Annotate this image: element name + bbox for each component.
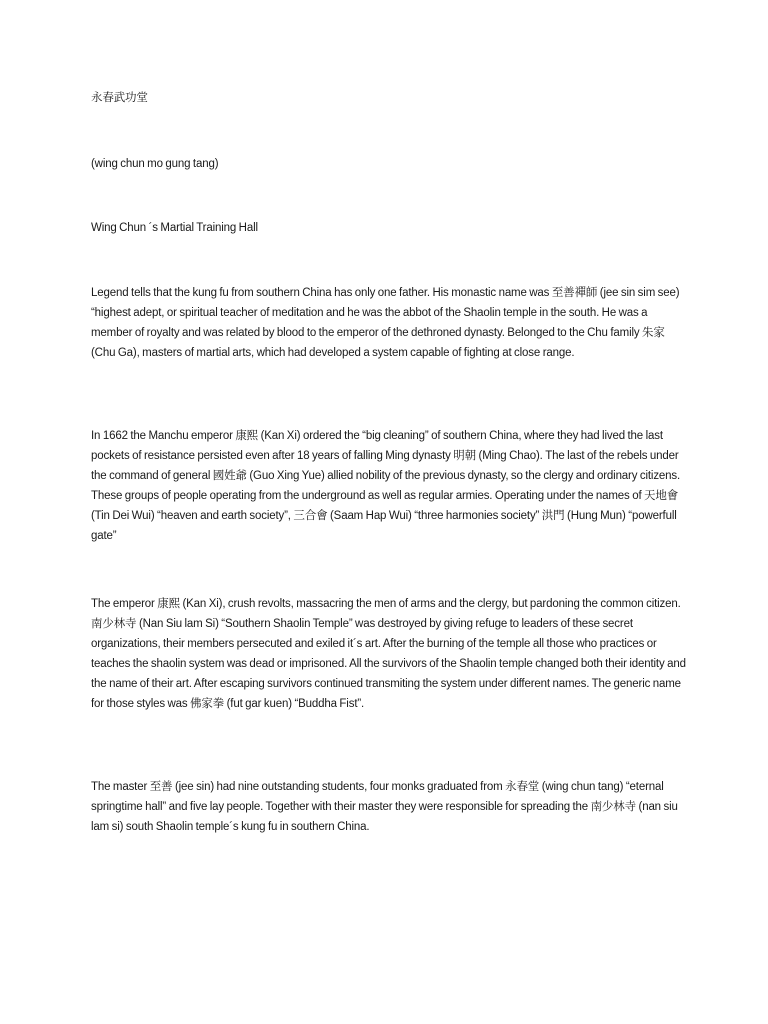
paragraph-temple-destruction: The emperor 康熙 (Kan Xi), crush revolts, massacring the men of arms and the clergy, but pardoning the common citizen. 南少林寺 (Nan Siu lam Si) “Southern Shaolin Temple” was destroyed by giving refuge to leaders of these secret organizations, their members persecuted and exiled it´s art. After the burning of the temple all those who practices or teaches the shaolin system was dead or imprisoned. All the survivors of the Shaolin temple changed both their identity and the name of their art. After escaping survivors continued transmiting the system under different names. The generic name for those styles was 佛家拳 (fut gar kuen) “Buddha Fist”.: [91, 598, 686, 711]
paragraph-manchu-emperor: In 1662 the Manchu emperor 康熙 (Kan Xi) ordered the “big cleaning” of southern China, where they had lived the last pockets of resistance persisted even after 18 years of falling Ming dynasty 明朝 (Ming Chao). The last of the rebels under the command of general 國姓爺 (Guo Xing Yue) allied nobility of the previous dynasty, so the clergy and ordinary citizens. These groups of people operating from the underground as well as regular armies. Operating under the names of 天地會 (Tin Dei Wui) “heaven and earth society”, 三合會 (Saam Hap Wui) “three harmonies society” 洪門 (Hung Mun) “powerfull gate”: [91, 430, 681, 543]
paragraph-master-students: The master 至善 (jee sin) had nine outstanding students, four monks graduated from 永春堂 (wing chun tang) “eternal springtime hall” and five lay people. Together with their master they were responsible for spreading the 南少林寺 (nan siu lam si) south Shaolin temple´s kung fu in southern China.: [91, 781, 678, 834]
paragraph-legend: Legend tells that the kung fu from southern China has only one father. His monastic name was 至善禪師 (jee sin sim see) “highest adept, or spiritual teacher of meditation and he was the abbot of the Shaolin temple in the south. He was a member of royalty and was related by blood to the emperor of the dethroned dynasty. Belonged to the Chu family 朱家 (Chu Ga), masters of martial arts, which had developed a system capable of fighting at close range.: [91, 287, 680, 360]
title-english: Wing Chun ´s Martial Training Hall: [91, 222, 258, 234]
title-romanized: (wing chun mo gung tang): [91, 158, 219, 170]
title-chinese: 永春武功堂: [91, 92, 148, 104]
